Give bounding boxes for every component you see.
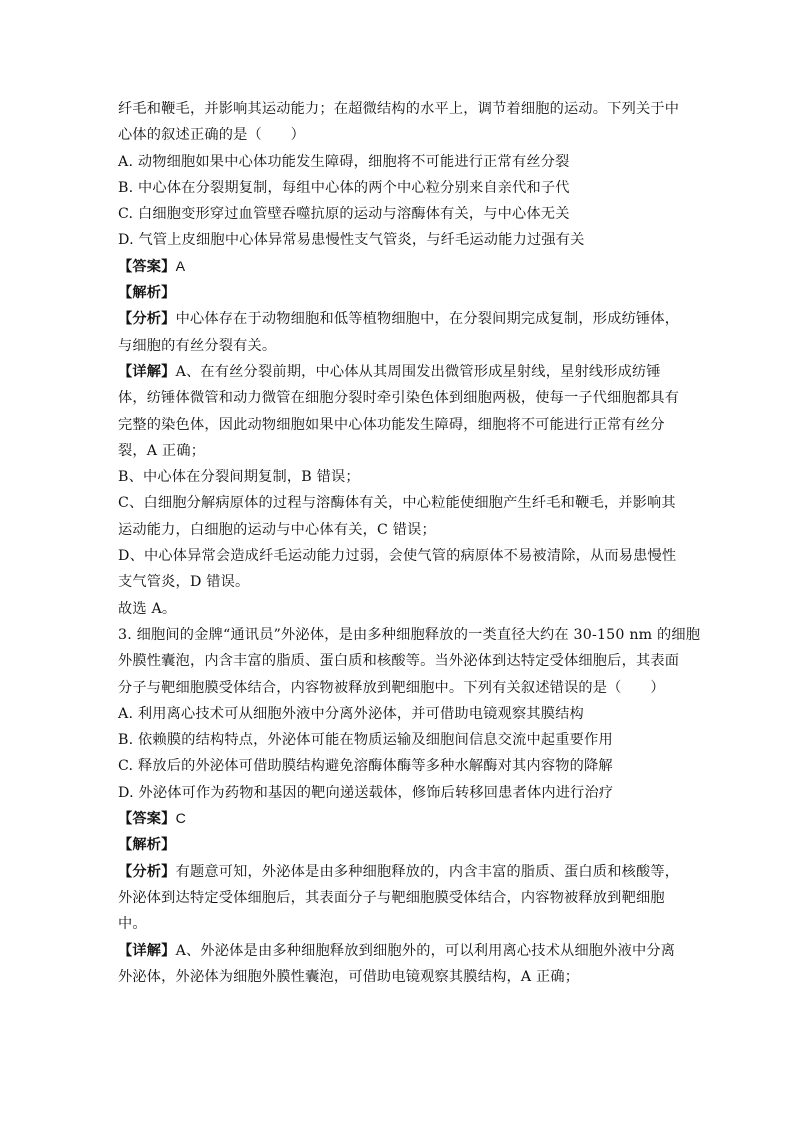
q3-option-d: D. 外泌体可作为药物和基因的靶向递送载体，修饰后转移回患者体内进行治疗 [118,784,614,801]
q2-option-c: C. 白细胞变形穿过血管壁吞噬抗原的运动与溶酶体有关，与中心体无关 [118,206,570,223]
q2-stem-line: 纤毛和鞭毛，并影响其运动能力；在超微结构的水平上，调节着细胞的运动。下列关于中 [118,101,680,117]
answer-tag: 【答案】 [118,811,176,828]
answer-value: C [175,811,187,828]
q2-fenxi-line: 与细胞的有丝分裂有关。 [118,337,277,354]
q3-xiangjie-line [118,938,678,964]
q2-xiangjie-line [118,359,678,385]
q3-fenxi-line [118,859,678,885]
xiangjie-tag: 【详解】 [118,942,176,959]
q3-stem-line: 3. 细胞间的金牌“通讯员”外泌体，是由多种细胞释放的一类直径大约在 30-150 nm 的细胞 [118,626,701,643]
q3-analysis-heading [118,832,678,858]
fenxi-text: 有题意可知，外泌体是由多种细胞释放的，内含丰富的脂质、蛋白质和核酸等， [175,863,680,880]
q2-option-b: B. 中心体在分裂期复制，每组中心体的两个中心粒分别来自亲代和子代 [118,179,570,196]
q2-xiangjie-line: 运动能力，白细胞的运动与中心体有关，C 错误； [118,521,436,538]
fenxi-tag: 【分析】 [118,863,176,880]
q3-option-a: A. 利用离心技术可从细胞外液中分离外泌体，并可借助电镜观察其膜结构 [118,705,584,722]
analysis-tag: 【解析】 [118,837,176,854]
q3-option-c: C. 释放后的外泌体可借助膜结构避免溶酶体酶等多种水解酶对其内容物的降解 [118,758,613,775]
analysis-tag: 【解析】 [118,285,176,302]
fenxi-text: 中心体存在于动物细胞和低等植物细胞中，在分裂间期完成复制，形成纺锤体， [175,311,680,328]
q2-option-d: D. 气管上皮细胞中心体异常易患慢性支气管炎，与纤毛运动能力过强有关 [118,232,585,249]
q3-answer-line [118,806,678,832]
q2-xiangjie-line: 支气管炎，D 错误。 [118,574,250,591]
q3-xiangjie-line: 外泌体，外泌体为细胞外膜性囊泡，可借助电镜观察其膜结构，A 正确； [118,968,580,985]
xiangjie-tag: 【详解】 [118,363,176,380]
q3-stem-line: 分子与靶细胞膜受体结合，内容物被释放到靶细胞中。下列有关叙述错误的是（ ） [118,679,665,696]
answer-tag: 【答案】 [118,258,176,275]
q2-option-a: A. 动物细胞如果中心体功能发生障碍，细胞将不可能进行正常有丝分裂 [118,153,570,170]
q2-xiangjie-line: C、白细胞分解病原体的过程与溶酶体有关，中心粒能使细胞产生纤毛和鞭毛，并影响其 [118,495,676,512]
q3-option-b: B. 依赖膜的结构特点，外泌体可能在物质运输及细胞间信息交流中起重要作用 [118,732,613,749]
q2-conclusion: 故选 A。 [118,600,177,617]
document-content [118,96,701,990]
xiangjie-text: A、外泌体是由多种细胞释放到细胞外的，可以利用离心技术从细胞外液中分离 [175,942,676,959]
q2-xiangjie-line: 完整的染色体，因此动物细胞如果中心体功能发生障碍，细胞将不可能进行正常有丝分 [118,416,665,433]
q3-fenxi-line: 中。 [118,916,147,933]
q3-stem-line: 外膜性囊泡，内含丰富的脂质、蛋白质和核酸等。当外泌体到达特定受体细胞后，其表面 [118,653,680,670]
fenxi-tag: 【分析】 [118,311,176,328]
q2-stem-line: 心体的叙述正确的是（ ） [118,127,306,144]
xiangjie-text: A、在有丝分裂前期，中心体从其周围发出微管形成星射线，星射线形成纺锤 [175,363,661,380]
answer-value: A [175,258,186,275]
q2-xiangjie-line: 体，纺锤体微管和动力微管在细胞分裂时牵引染色体到细胞两极，使每一子代细胞都具有 [118,390,680,407]
q2-analysis-heading [118,280,678,306]
q2-fenxi-line [118,306,678,332]
q2-answer-line [118,254,678,280]
q2-xiangjie-line: B、中心体在分裂间期复制，B 错误； [118,469,360,486]
q2-xiangjie-line: 裂，A 正确； [118,442,206,459]
q3-fenxi-line: 外泌体到达特定受体细胞后，其表面分子与靶细胞膜受体结合，内容物被释放到靶细胞 [118,889,665,906]
q2-xiangjie-line: D、中心体异常会造成纤毛运动能力过弱，会使气管的病原体不易被清除，从而易患慢性 [118,548,677,565]
